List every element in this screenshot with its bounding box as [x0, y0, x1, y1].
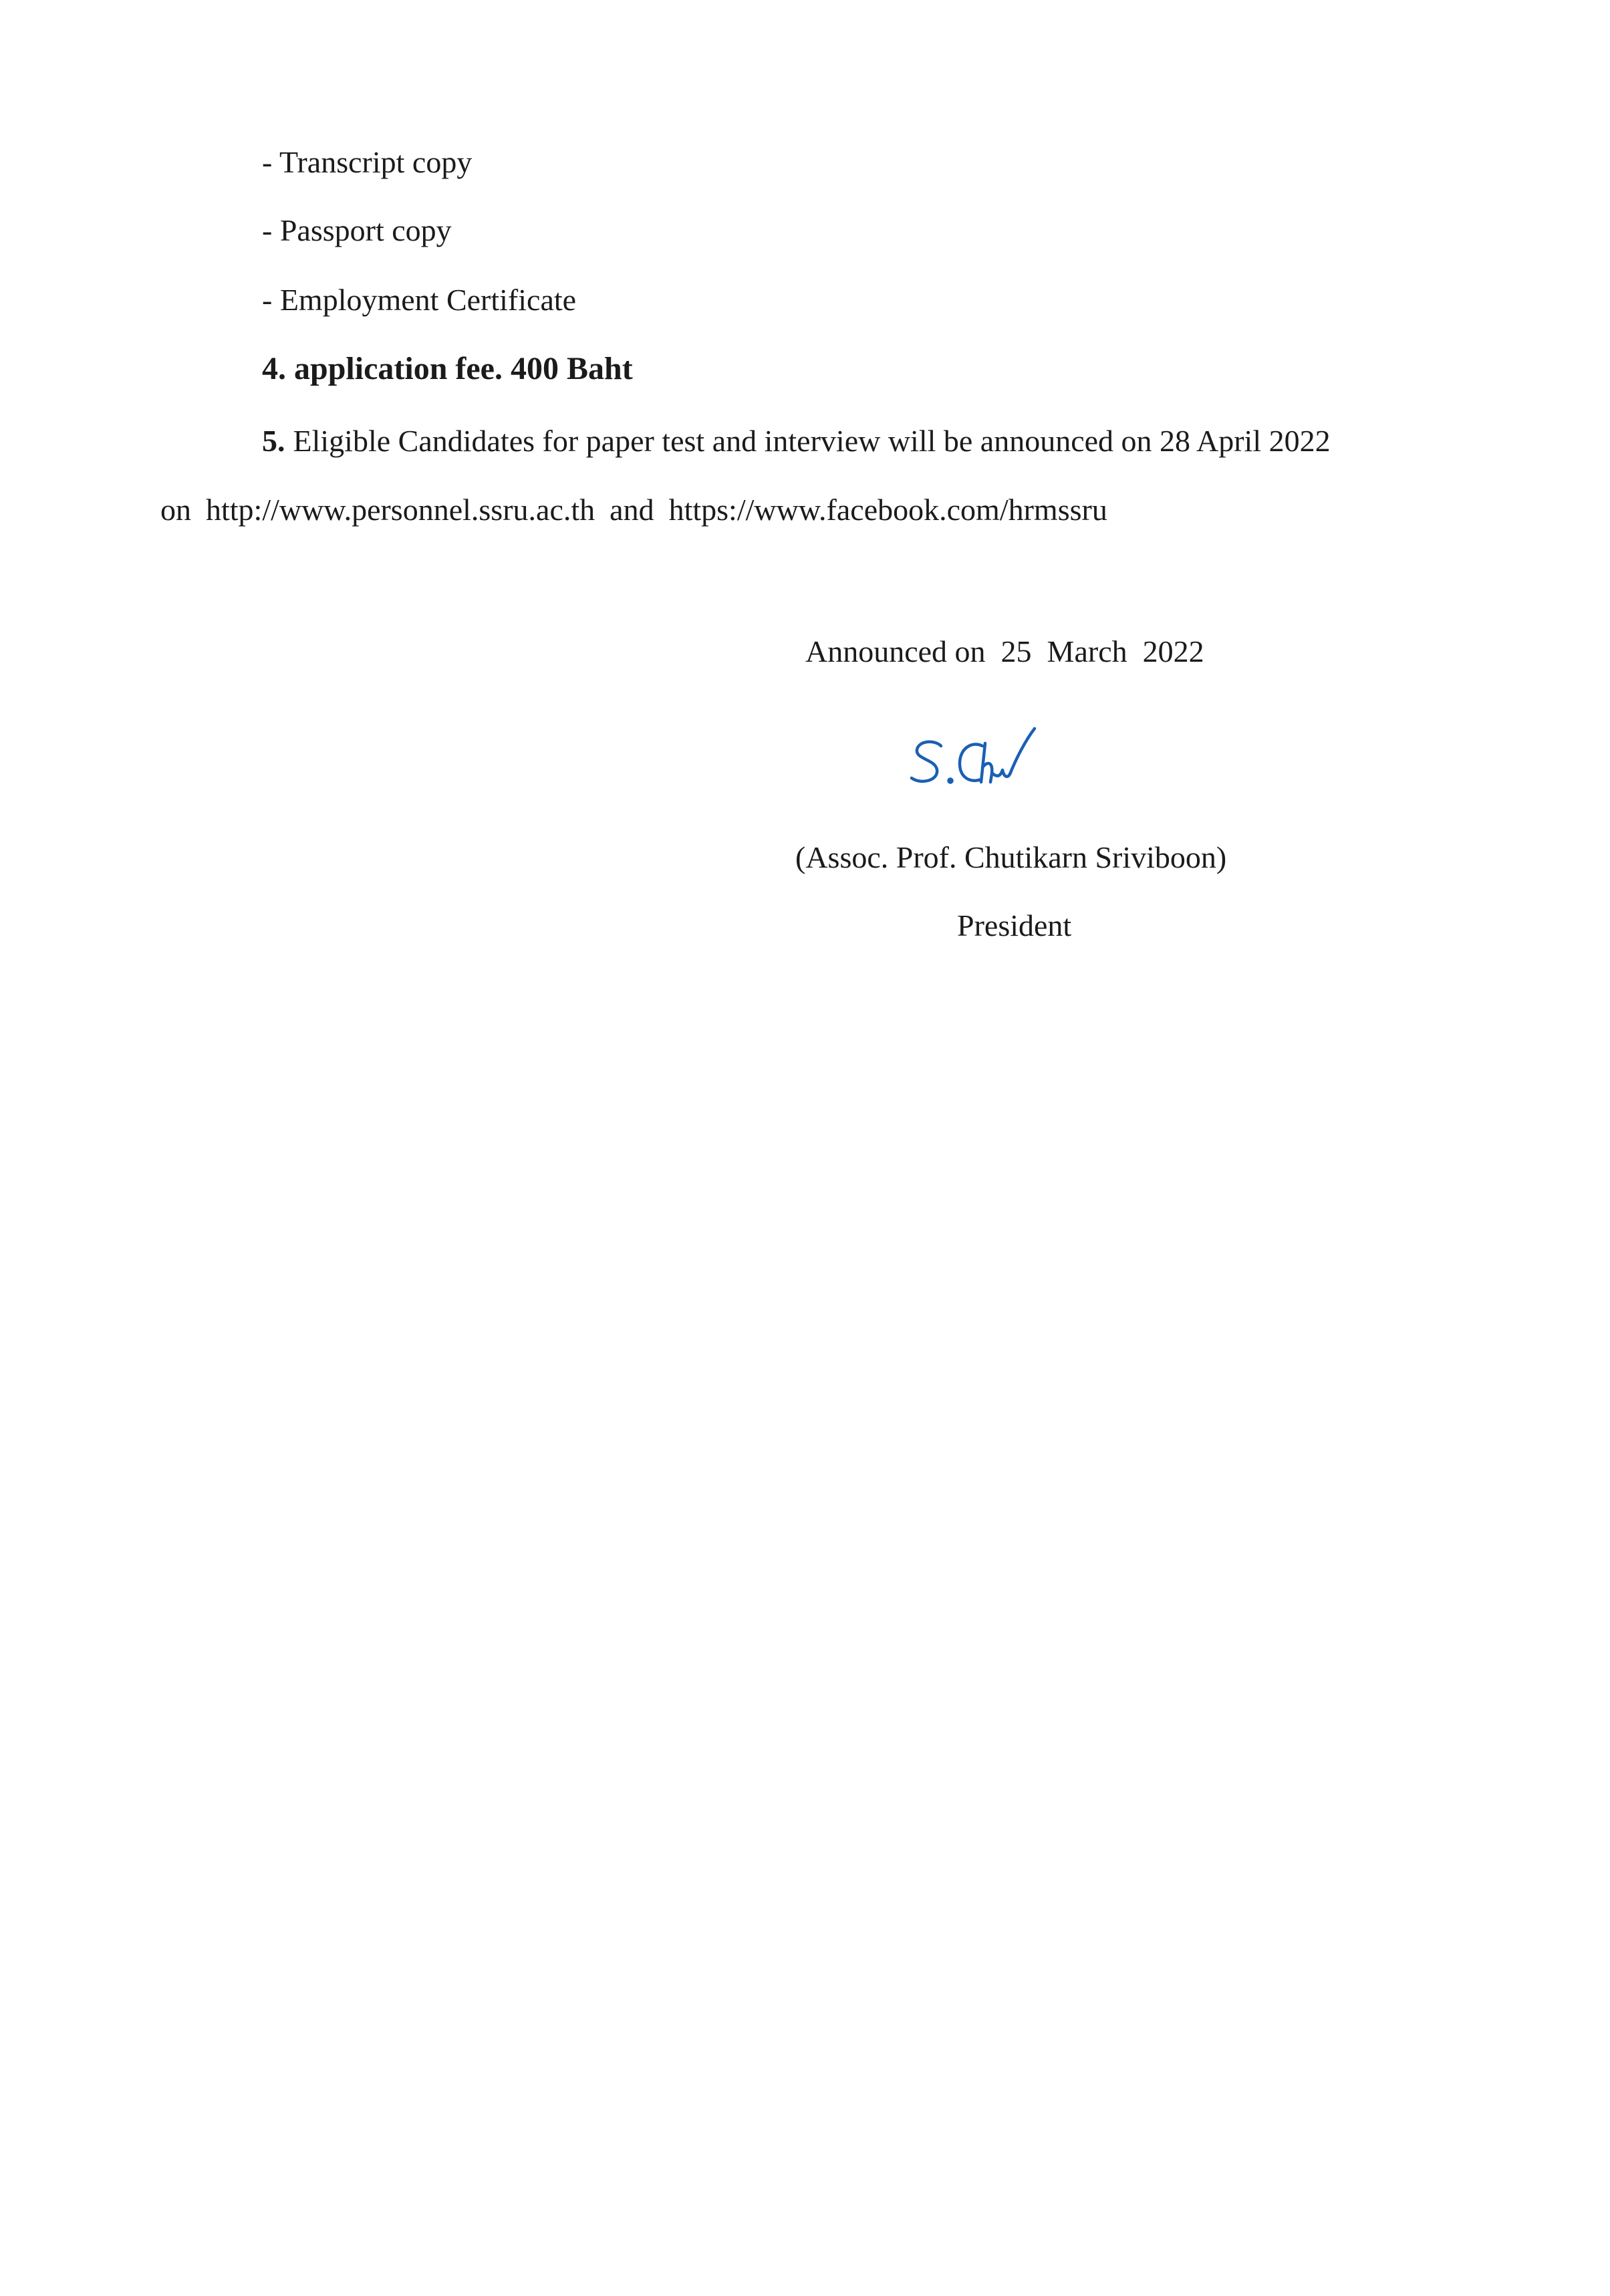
announcement-urls — [160, 495, 1107, 525]
application-fee — [262, 353, 633, 385]
signatory-title — [957, 910, 1071, 941]
transcript-text: - Transcript copy — [262, 145, 473, 179]
required-document-employment — [262, 285, 576, 315]
and-label: and — [610, 493, 654, 527]
announcement-text: Eligible Candidates for paper test and interview will be announced on 28 April 2022 — [293, 424, 1331, 458]
required-document-transcript — [262, 147, 472, 178]
required-document-passport — [262, 215, 452, 246]
fee-text: 4. application fee. 400 Baht — [262, 351, 633, 386]
facebook-url-link[interactable]: https://www.facebook.com/hrmssru — [668, 493, 1107, 527]
announced-date — [805, 636, 1204, 667]
signatory-title-text: President — [957, 908, 1072, 942]
personnel-url-link[interactable]: http://www.personnel.ssru.ac.th — [206, 493, 595, 527]
announced-date-text: Announced on 25 March 2022 — [805, 634, 1204, 668]
announcement-paragraph — [262, 426, 1331, 457]
announcement-number: 5. — [262, 424, 285, 458]
on-label: on — [160, 493, 191, 527]
signature-image — [902, 721, 1056, 801]
signatory-name-text: (Assoc. Prof. Chutikarn Sriviboon) — [795, 840, 1227, 874]
signatory-name — [795, 842, 1226, 873]
passport-text: - Passport copy — [262, 213, 452, 247]
employment-text: - Employment Certificate — [262, 283, 577, 317]
